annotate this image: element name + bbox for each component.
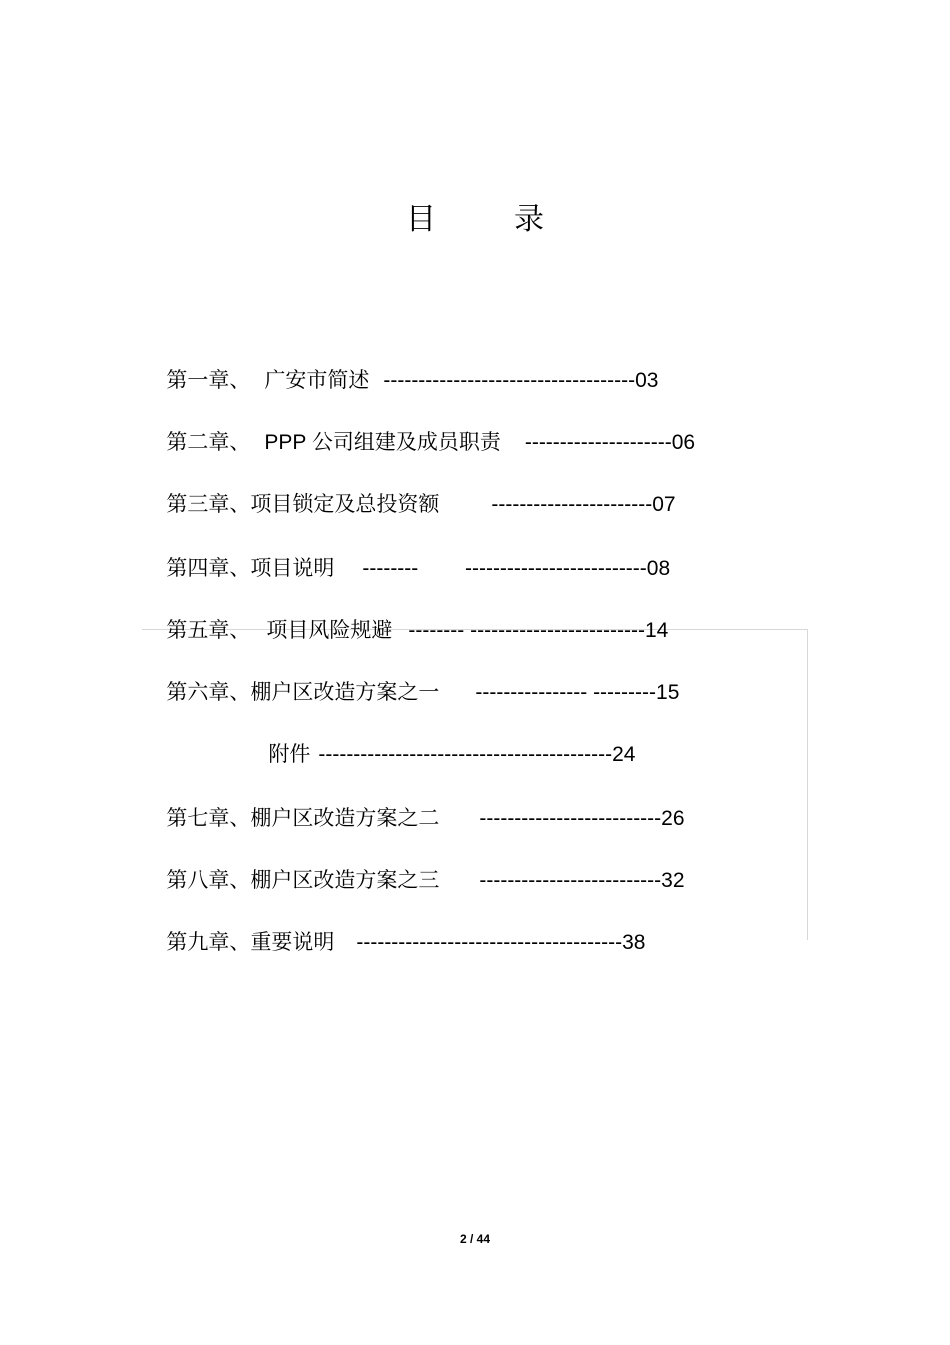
toc-page: 24 <box>612 743 636 766</box>
toc-leader: -------------------------------------- <box>356 931 623 954</box>
toc-leader: ------------------------------------ <box>383 369 636 392</box>
toc-chapter: 第八章、 <box>166 869 251 892</box>
toc-chapter: 第四章、 <box>166 557 251 580</box>
toc-leader: ----------------------- <box>491 493 653 516</box>
toc-page: 26 <box>661 807 685 830</box>
toc-title: 重要说明 <box>250 931 335 954</box>
page-number-indicator: 2 / 44 <box>459 1232 491 1246</box>
toc-page: 14 <box>644 619 669 642</box>
toc-leader: ------------------------------------------ <box>318 743 613 766</box>
toc-page: 03 <box>635 369 659 392</box>
toc-title: 项目说明 <box>250 557 335 580</box>
title-char-1: 目 <box>406 202 436 237</box>
toc-leader: -------------------------- <box>479 869 662 892</box>
toc-title: 广安市简述 <box>264 369 370 392</box>
title-char-2: 录 <box>514 202 544 237</box>
toc-title: 附件 <box>268 743 311 766</box>
toc-page: 08 <box>646 557 671 580</box>
toc-entry-9[interactable] <box>143 901 645 985</box>
toc-title: 项目风险规避 <box>266 619 393 642</box>
toc-chapter: 第五章、 <box>166 619 251 642</box>
toc-chapter: 第二章、 <box>166 431 251 454</box>
toc-title: 项目锁定及总投资额 <box>250 493 440 516</box>
toc-leader: ---------------- --------- <box>475 681 657 704</box>
toc-page: 15 <box>656 681 680 704</box>
toc-chapter: 第一章、 <box>166 369 251 392</box>
toc-chapter: 第六章、 <box>166 681 251 704</box>
toc-leader: -------------------------- <box>479 807 662 830</box>
toc-page: 07 <box>652 493 676 516</box>
toc-title: 棚户区改造方案之三 <box>250 869 440 892</box>
toc-title: 棚户区改造方案之一 <box>250 681 440 704</box>
toc-title: PPP 公司组建及成员职责 <box>264 431 501 454</box>
toc-page: 38 <box>622 931 646 954</box>
toc-title: 棚户区改造方案之二 <box>250 807 440 830</box>
toc-chapter: 第九章、 <box>166 931 251 954</box>
toc-leader: -------- ------------------------- <box>408 619 645 642</box>
page-title <box>0 194 950 238</box>
toc-leader: --------------------- <box>524 431 672 454</box>
toc-page: 06 <box>671 431 696 454</box>
toc-leader: -------- -------------------------- <box>362 557 647 580</box>
toc-chapter: 第七章、 <box>166 807 251 830</box>
toc-page: 32 <box>661 869 685 892</box>
toc-chapter: 第三章、 <box>166 493 251 516</box>
